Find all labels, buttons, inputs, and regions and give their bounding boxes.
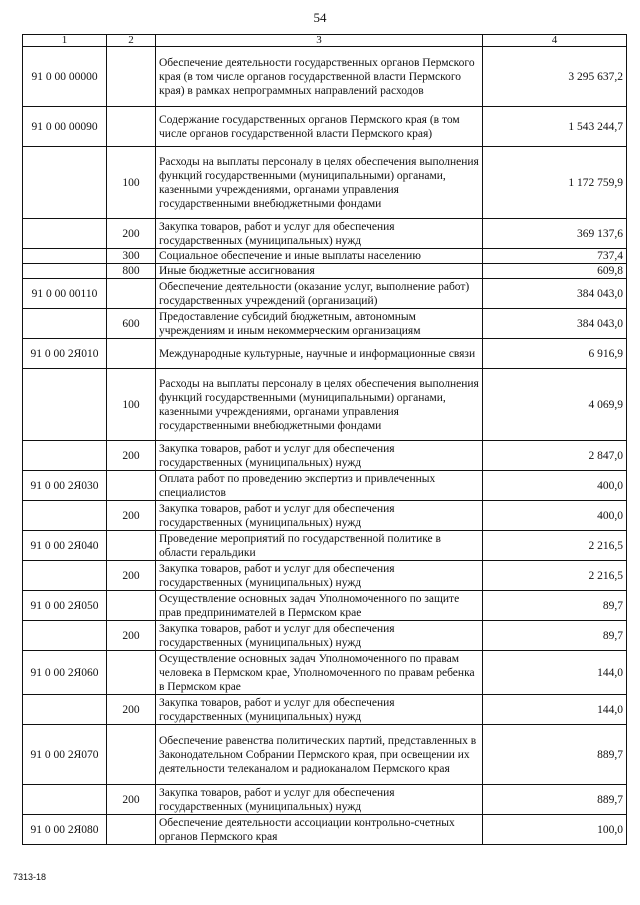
row-code — [23, 561, 107, 591]
table-row — [23, 591, 627, 621]
row-name: Расходы на выплаты персоналу в целях обеспечения выполнения функций государственными (муниципальными) органами, казенными учреждениями, органами управления государственными внебюджетными фондами — [156, 147, 483, 219]
row-code — [23, 264, 107, 279]
row-amount: 100,0 — [483, 815, 627, 845]
row-name: Закупка товаров, работ и услуг для обеспечения государственных (муниципальных) нужд — [156, 561, 483, 591]
table-row — [23, 531, 627, 561]
row-name: Осуществление основных задач Уполномоченного по правам человека в Пермском крае, Уполномоченного по правам ребенка в Пермском крае — [156, 651, 483, 695]
column-header: 2 — [107, 35, 156, 47]
row-expense-type: 200 — [107, 785, 156, 815]
header-row — [23, 35, 627, 47]
table-row — [23, 651, 627, 695]
row-expense-type — [107, 279, 156, 309]
row-name: Оплата работ по проведению экспертиз и привлеченных специалистов — [156, 471, 483, 501]
row-name: Закупка товаров, работ и услуг для обеспечения государственных (муниципальных) нужд — [156, 695, 483, 725]
row-name: Проведение мероприятий по государственной политике в области геральдики — [156, 531, 483, 561]
row-expense-type — [107, 815, 156, 845]
row-expense-type: 800 — [107, 264, 156, 279]
table-row — [23, 249, 627, 264]
row-expense-type: 100 — [107, 369, 156, 441]
row-amount: 369 137,6 — [483, 219, 627, 249]
row-code: 91 0 00 2Я070 — [23, 725, 107, 785]
row-code — [23, 785, 107, 815]
row-amount: 2 216,5 — [483, 561, 627, 591]
row-name: Закупка товаров, работ и услуг для обеспечения государственных (муниципальных) нужд — [156, 441, 483, 471]
row-expense-type — [107, 47, 156, 107]
row-code: 91 0 00 2Я060 — [23, 651, 107, 695]
row-name: Осуществление основных задач Уполномоченного по защите прав предпринимателей в Пермском крае — [156, 591, 483, 621]
row-name: Обеспечение деятельности (оказание услуг, выполнение работ) государственных учреждений (организаций) — [156, 279, 483, 309]
row-amount: 144,0 — [483, 651, 627, 695]
row-expense-type: 200 — [107, 501, 156, 531]
table-row — [23, 219, 627, 249]
row-code: 91 0 00 00000 — [23, 47, 107, 107]
table-row — [23, 471, 627, 501]
row-expense-type: 200 — [107, 695, 156, 725]
row-amount: 400,0 — [483, 501, 627, 531]
row-code: 91 0 00 2Я080 — [23, 815, 107, 845]
table-row — [23, 815, 627, 845]
row-amount: 400,0 — [483, 471, 627, 501]
row-name: Закупка товаров, работ и услуг для обеспечения государственных (муниципальных) нужд — [156, 621, 483, 651]
row-amount: 2 216,5 — [483, 531, 627, 561]
row-code — [23, 441, 107, 471]
row-code — [23, 309, 107, 339]
row-name: Расходы на выплаты персоналу в целях обеспечения выполнения функций государственными (муниципальными) органами, казенными учреждениями, органами управления государственными внебюджетными фондами — [156, 369, 483, 441]
row-expense-type: 200 — [107, 219, 156, 249]
row-amount: 3 295 637,2 — [483, 47, 627, 107]
row-expense-type — [107, 471, 156, 501]
row-name: Предоставление субсидий бюджетным, автономным учреждениям и иным некоммерческим организациям — [156, 309, 483, 339]
row-amount: 384 043,0 — [483, 279, 627, 309]
row-expense-type: 600 — [107, 309, 156, 339]
row-name: Обеспечение деятельности государственных органов Пермского края (в том числе органов государственной власти Пермского края) в рамках непрограммных направлений расходов — [156, 47, 483, 107]
table-row — [23, 725, 627, 785]
table-row — [23, 501, 627, 531]
row-code — [23, 147, 107, 219]
row-code — [23, 695, 107, 725]
table-row — [23, 695, 627, 725]
row-amount: 89,7 — [483, 591, 627, 621]
row-amount: 144,0 — [483, 695, 627, 725]
row-name: Закупка товаров, работ и услуг для обеспечения государственных (муниципальных) нужд — [156, 219, 483, 249]
row-code: 91 0 00 2Я040 — [23, 531, 107, 561]
table-row — [23, 785, 627, 815]
row-expense-type — [107, 591, 156, 621]
row-expense-type: 200 — [107, 561, 156, 591]
table-row — [23, 339, 627, 369]
column-header: 4 — [483, 35, 627, 47]
document-code: 7313-18 — [13, 872, 47, 882]
row-expense-type: 200 — [107, 621, 156, 651]
row-name: Содержание государственных органов Пермского края (в том числе органов государственной власти Пермского края) — [156, 107, 483, 147]
row-name: Закупка товаров, работ и услуг для обеспечения государственных (муниципальных) нужд — [156, 501, 483, 531]
row-code: 91 0 00 00110 — [23, 279, 107, 309]
table-row — [23, 309, 627, 339]
row-amount: 1 543 244,7 — [483, 107, 627, 147]
table-row — [23, 621, 627, 651]
row-amount: 384 043,0 — [483, 309, 627, 339]
row-amount: 609,8 — [483, 264, 627, 279]
row-name: Международные культурные, научные и информационные связи — [156, 339, 483, 369]
column-header: 3 — [156, 35, 483, 47]
table-row — [23, 369, 627, 441]
row-name: Обеспечение равенства политических партий, представленных в Законодательном Собрании Пермского края, при освещении их деятельности телеканалом и радиоканалом Пермского края — [156, 725, 483, 785]
row-expense-type — [107, 107, 156, 147]
row-code: 91 0 00 00090 — [23, 107, 107, 147]
row-expense-type — [107, 339, 156, 369]
row-amount: 6 916,9 — [483, 339, 627, 369]
row-amount: 889,7 — [483, 785, 627, 815]
row-amount: 89,7 — [483, 621, 627, 651]
table-row — [23, 107, 627, 147]
row-expense-type: 100 — [107, 147, 156, 219]
row-code — [23, 249, 107, 264]
row-code: 91 0 00 2Я050 — [23, 591, 107, 621]
row-code: 91 0 00 2Я030 — [23, 471, 107, 501]
page-number: 54 — [313, 10, 327, 25]
table-row — [23, 47, 627, 107]
table-row — [23, 441, 627, 471]
row-name: Закупка товаров, работ и услуг для обеспечения государственных (муниципальных) нужд — [156, 785, 483, 815]
row-expense-type — [107, 651, 156, 695]
row-code — [23, 501, 107, 531]
row-code — [23, 219, 107, 249]
row-expense-type — [107, 531, 156, 561]
table-row — [23, 279, 627, 309]
table-row — [23, 561, 627, 591]
row-amount: 4 069,9 — [483, 369, 627, 441]
row-code — [23, 621, 107, 651]
column-header: 1 — [23, 35, 107, 47]
row-amount: 737,4 — [483, 249, 627, 264]
table-row — [23, 264, 627, 279]
table-row — [23, 147, 627, 219]
row-amount: 1 172 759,9 — [483, 147, 627, 219]
row-name: Обеспечение деятельности ассоциации контрольно-счетных органов Пермского края — [156, 815, 483, 845]
row-name: Социальное обеспечение и иные выплаты населению — [156, 249, 483, 264]
row-expense-type: 300 — [107, 249, 156, 264]
row-code: 91 0 00 2Я010 — [23, 339, 107, 369]
row-amount: 2 847,0 — [483, 441, 627, 471]
row-expense-type: 200 — [107, 441, 156, 471]
row-amount: 889,7 — [483, 725, 627, 785]
budget-table — [22, 34, 627, 845]
row-name: Иные бюджетные ассигнования — [156, 264, 483, 279]
row-code — [23, 369, 107, 441]
row-expense-type — [107, 725, 156, 785]
